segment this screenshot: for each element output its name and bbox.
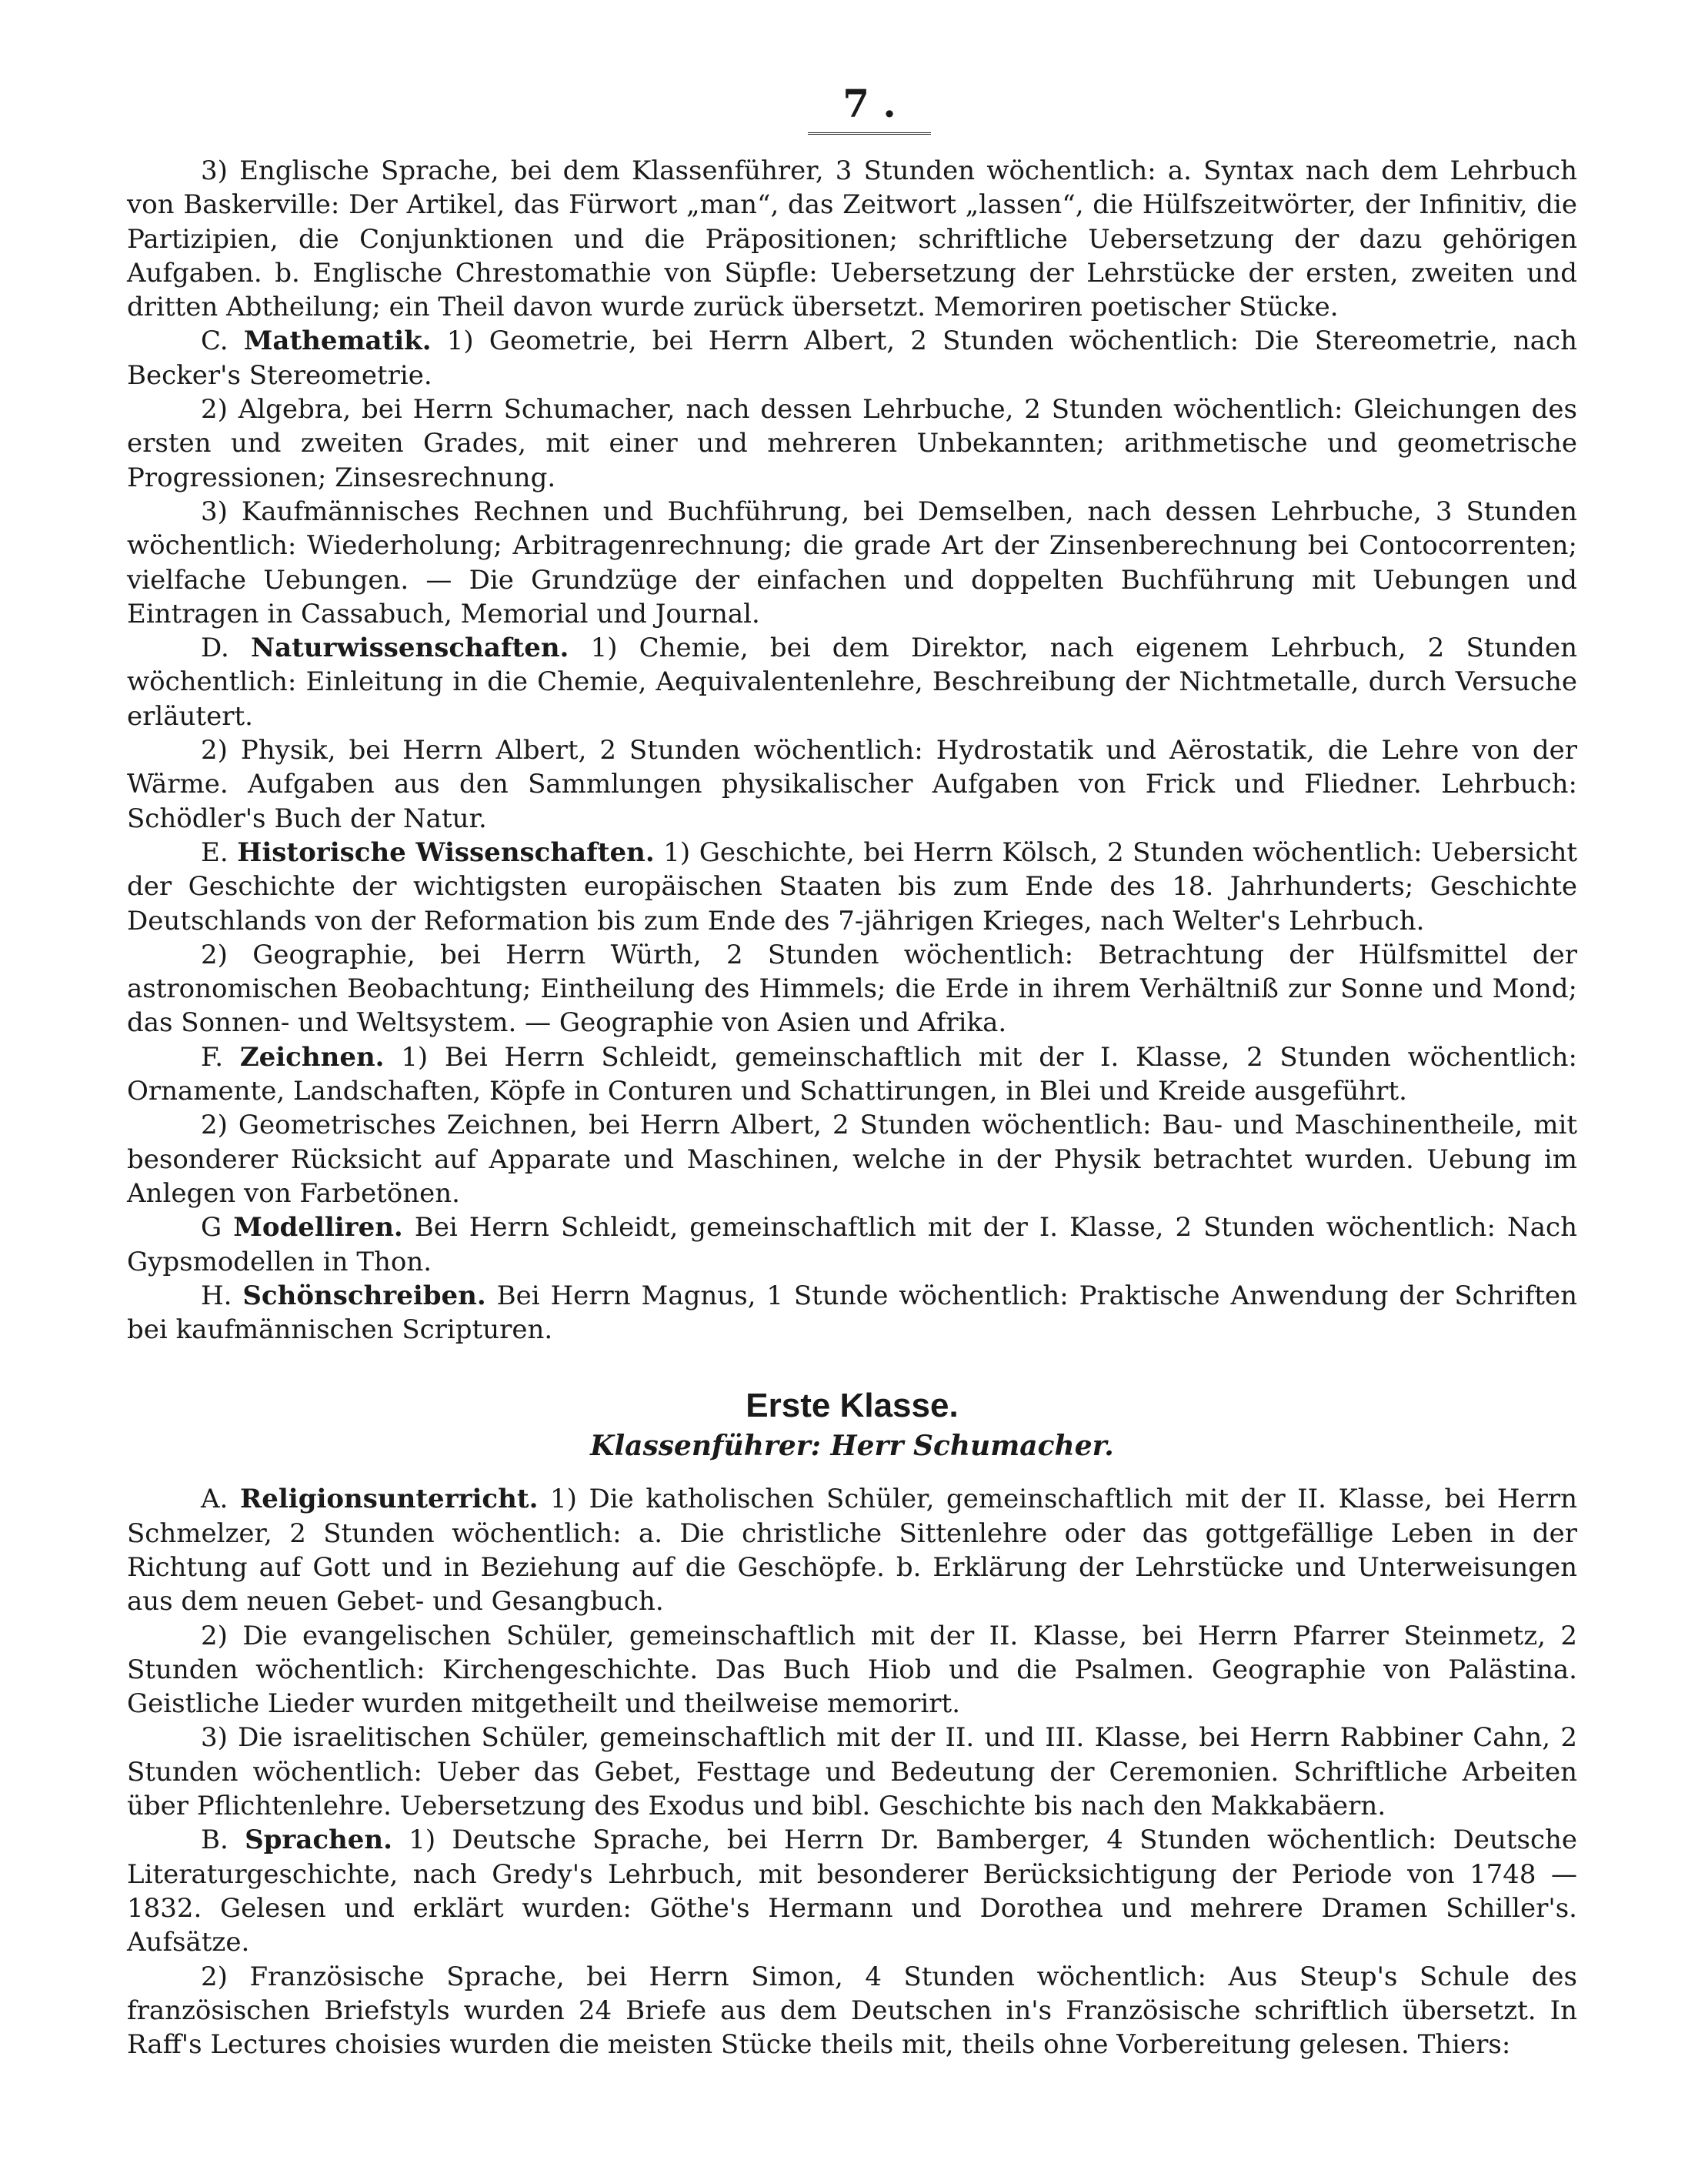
paragraph [127,1960,1577,2062]
paragraph-text: 2) Physik, bei Herrn Albert, 2 Stunden wöchentlich: Hydrostatik und Aërostatik, die Lehre von der Wärme. Aufgaben aus den Sammlungen physikalischer Aufgaben von Frick und Fliedner. Lehrbuch: Schödler's Buch der Natur. [127,735,1577,834]
page-number: 7 . [808,81,931,135]
paragraph-text: 1) Geometrie, bei Herrn Albert, 2 Stunden wöchentlich: Die Stereometrie, nach Becker's Stereometrie. [127,326,1577,391]
section-letter: E. [201,836,229,868]
paragraph-text: 3) Die israelitischen Schüler, gemeinschaftlich mit der II. und III. Klasse, bei Herrn Rabbiner Cahn, 2 Stunden wöchentlich: Ueber das Gebet, Festtage und Bedeutung der Ceremonien. Schriftliche Arbeiten über Pflichtenlehre. Uebersetzung des Exodus und bibl. Geschichte bis nach den Makkabäern. [127,1722,1577,1822]
paragraph-text: 1) Geschichte, bei Herrn Kölsch, 2 Stunden wöchentlich: Uebersicht der Geschichte der wichtigsten europäischen Staaten bis zum Ende des 18. Jahrhunderts; Geschichte Deutschlands von der Reformation bis zum Ende des 7-jährigen Krieges, nach Welter's Lehrbuch. [127,836,1578,936]
paragraph-text: Bei Herrn Schleidt, gemeinschaftlich mit der I. Klasse, 2 Stunden wöchentlich: Nach Gypsmodellen in Thon. [127,1212,1577,1277]
section-title: Erste Klasse. [746,1387,959,1425]
paragraph [127,1279,1577,1347]
section-letter: D. [201,633,229,664]
paragraph-text: 2) Französische Sprache, bei Herrn Simon, 4 Stunden wöchentlich: Aus Steup's Schule des französischen Briefstyls wurden 24 Briefe aus dem Deutschen in's Französische schriftlich übersetzt. In Raff's Lectures choisies wurden die meisten Stücke theils mit, theils ohne Vorbereitung gelesen. Thiers: [127,1961,1577,2061]
paragraph-text: 3) Englische Sprache, bei dem Klassenführer, 3 Stunden wöchentlich: a. Syntax nach dem Lehrbuch von Baskerville: Der Artikel, das Fürwort „man“, das Zeitwort „lassen“, die Hülfszeitwörter, der Infinitiv, die Partizipien, die Conjunktionen und die Präpositionen; schriftliche Uebersetzung der dazu gehörigen Aufgaben. b. Englische Chrestomathie von Süpfle: Uebersetzung der Lehrstücke der ersten, zweiten und dritten Abtheilung; ein Theil davon wurde zurück übersetzt. Memoriren poetischer Stücke. [127,155,1577,323]
subject-heading: Historische Wissenschaften. [237,836,655,868]
paragraph [127,324,1577,392]
paragraph [127,1721,1577,1823]
paragraph [127,392,1577,495]
paragraph-text: 2) Geographie, bei Herrn Würth, 2 Stunden wöchentlich: Betrachtung der Hülfsmittel der astronomischen Beobachtung; Eintheilung des Himmels; die Erde in ihrem Verhältniß zur Sonne und Mond; das Sonnen- und Weltsystem. — Geographie von Asien und Afrika. [127,939,1577,1039]
paragraph [127,1210,1577,1279]
paragraph-text: 2) Geometrisches Zeichnen, bei Herrn Albert, 2 Stunden wöchentlich: Bau- und Maschinentheile, mit besonderer Rücksicht auf Apparate und Maschinen, welche in der Physik betrachtet wurden. Uebung im Anlegen von Farbetönen. [127,1110,1577,1209]
subject-heading: Naturwissenschaften. [251,633,569,664]
section-letter: B. [201,1824,229,1856]
paragraph [127,154,1577,324]
subject-heading: Zeichnen. [239,1041,385,1073]
paragraph [127,1482,1577,1618]
subject-heading: Mathematik. [243,326,432,357]
paragraph-text: 2) Die evangelischen Schüler, gemeinschaftlich mit der II. Klasse, bei Herrn Pfarrer Steinmetz, 2 Stunden wöchentlich: Kirchengeschichte. Das Buch Hiob und die Psalmen. Geographie von Palästina. Geistliche Lieder wurden mitgetheilt und theilweise memorirt. [127,1620,1577,1720]
paragraph [127,1823,1577,1959]
paragraph [127,836,1577,938]
section-subtitle: Klassenführer: Herr Schumacher. [590,1430,1114,1463]
paragraph-text: 1) Chemie, bei dem Direktor, nach eigenem Lehrbuch, 2 Stunden wöchentlich: Einleitung in die Chemie, Aequivalentenlehre, Beschreibung der Nichtmetalle, durch Versuche erläutert. [127,633,1577,732]
pre-section-body [127,154,1577,1347]
subject-heading: Religionsunterricht. [239,1484,539,1515]
paragraph-text: 3) Kaufmännisches Rechnen und Buchführung, bei Demselben, nach dessen Lehrbuche, 3 Stunden wöchentlich: Wiederholung; Arbitragenrechnung; die grade Art der Zinsenberechnung bei Contocorrenten; vielfache Uebungen. — Die Grundzüge der einfachen und doppelten Buchführung mit Uebungen und Eintragen in Cassabuch, Memorial und Journal. [127,496,1577,629]
post-section-body [127,1482,1577,2062]
subject-heading: Modelliren. [233,1212,403,1244]
subject-heading: Schönschreiben. [242,1280,486,1311]
paragraph-text: Bei Herrn Magnus, 1 Stunde wöchentlich: Praktische Anwendung der Schriften bei kaufmännischen Scripturen. [127,1280,1577,1346]
paragraph-text: 1) Die katholischen Schüler, gemeinschaftlich mit der II. Klasse, bei Herrn Schmelzer, 2 Stunden wöchentlich: a. Die christliche Sittenlehre oder das gottgefällige Leben in der Richtung auf Gott und in Beziehung auf die Geschöpfe. b. Erklärung der Lehrstücke und Unterweisungen aus dem neuen Gebet- und Gesangbuch. [127,1484,1577,1617]
paragraph-text: 2) Algebra, bei Herrn Schumacher, nach dessen Lehrbuche, 2 Stunden wöchentlich: Gleichungen des ersten und zweiten Grades, mit einer und mehreren Unbekannten; arithmetische und geometrische Progressionen; Zinsesrechnung. [127,394,1577,493]
paragraph [127,733,1577,836]
paragraph-text: 1) Bei Herrn Schleidt, gemeinschaftlich mit der I. Klasse, 2 Stunden wöchentlich: Ornamente, Landschaften, Köpfe in Conturen und Schattirungen, in Blei und Kreide ausgeführt. [127,1041,1577,1107]
section-letter: C. [201,326,229,357]
paragraph [127,1108,1577,1210]
section-letter: G [201,1212,222,1244]
section-letter: H. [201,1280,232,1311]
paragraph [127,495,1577,631]
subject-heading: Sprachen. [245,1824,392,1856]
paragraph [127,1619,1577,1721]
section-letter: F. [201,1041,224,1073]
paragraph [127,1040,1577,1109]
paragraph [127,938,1577,1040]
paragraph-text: 1) Deutsche Sprache, bei Herrn Dr. Bamberger, 4 Stunden wöchentlich: Deutsche Literaturgeschichte, nach Gredy's Lehrbuch, mit besonderer Berücksichtigung der Periode von 1748 —1832. Gelesen und erklärt wurden: Göthe's Hermann und Dorothea und mehrere Dramen Schiller's. Aufsätze. [127,1824,1578,1958]
paragraph [127,631,1577,733]
section-letter: A. [201,1484,229,1515]
